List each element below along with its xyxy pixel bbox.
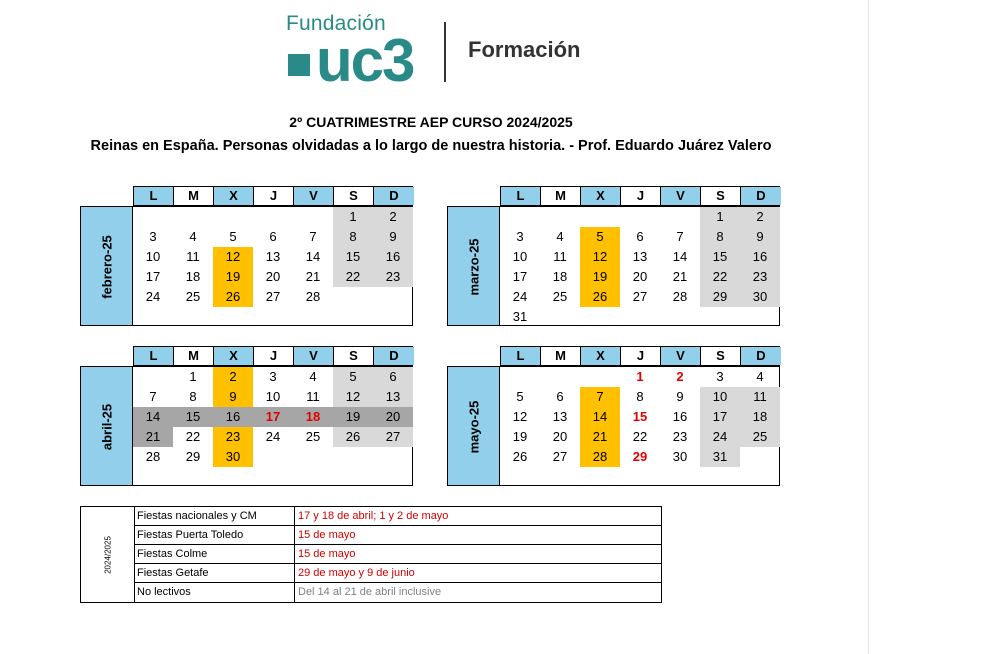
calendar-day: 12: [213, 247, 253, 267]
calendar-day: 17: [512, 269, 528, 284]
calendar-day: 6: [636, 229, 644, 244]
month-label: abril-25: [99, 403, 115, 451]
calendar-day: 16: [672, 409, 688, 424]
legend-label: No lectivos: [135, 583, 295, 602]
weekday-cell: V: [661, 347, 701, 365]
calendar-day: 13: [265, 249, 281, 264]
calendar-day: 20: [373, 407, 413, 427]
calendar-day: 9: [740, 227, 780, 247]
calendar-day: 6: [269, 229, 277, 244]
calendar-day: 18: [293, 407, 333, 427]
weekday-cell: J: [621, 187, 661, 205]
calendar-day: 28: [672, 289, 688, 304]
legend-row: [135, 507, 661, 526]
calendar-day: 11: [186, 249, 200, 264]
calendar-day: 11: [740, 387, 780, 407]
calendar-empty-cell: [173, 207, 213, 227]
calendar-empty-cell: [213, 207, 253, 227]
calendar-day: 28: [305, 289, 321, 304]
calendar-day: 12: [333, 387, 373, 407]
weekday-cell: J: [254, 187, 294, 205]
calendar-empty-cell: [500, 367, 540, 387]
calendar-day: 10: [145, 249, 161, 264]
calendar-day: 12: [580, 247, 620, 267]
weekday-cell: V: [294, 187, 334, 205]
legend-value: 15 de mayo: [298, 529, 356, 541]
calendar-day: 21: [133, 427, 173, 447]
calendar-day: 2: [740, 207, 780, 227]
calendar-day: 14: [133, 407, 173, 427]
weekday-cell: J: [621, 347, 661, 365]
calendar-empty-cell: [333, 447, 373, 467]
legend-row: [135, 583, 661, 602]
weekday-cell: V: [294, 347, 334, 365]
month-label: febrero-25: [99, 235, 115, 299]
day-grid: [133, 207, 413, 307]
calendar-day: 23: [672, 429, 688, 444]
calendar-day: 26: [580, 287, 620, 307]
weekday-cell: S: [701, 347, 741, 365]
calendar-day: 22: [333, 267, 373, 287]
calendar-day: 3: [269, 369, 277, 384]
calendar-day: 27: [632, 289, 648, 304]
calendar-day: 1: [636, 369, 644, 384]
calendar-day: 20: [632, 269, 648, 284]
calendar-day: 17: [253, 407, 293, 427]
legend-value: 17 y 18 de abril; 1 y 2 de mayo: [298, 510, 449, 522]
calendar-day: 14: [305, 249, 321, 264]
calendar-day: 4: [189, 229, 197, 244]
weekday-cell: L: [134, 347, 174, 365]
calendar-day: 2: [213, 367, 253, 387]
calendar-day: 24: [700, 427, 740, 447]
calendar-day: 1: [700, 207, 740, 227]
legend-year-cell: [81, 507, 135, 602]
calendar-day: 11: [306, 389, 320, 404]
month-label: mayo-25: [466, 400, 482, 454]
calendar-day: 23: [740, 267, 780, 287]
weekday-cell: D: [741, 187, 781, 205]
calendar-day: 22: [632, 429, 648, 444]
day-grid: [500, 207, 780, 327]
month-label-box: [447, 366, 500, 486]
calendar-day: 17: [700, 407, 740, 427]
calendar-empty-cell: [660, 207, 700, 227]
calendar-empty-cell: [373, 287, 413, 307]
calendar-day: 18: [185, 269, 201, 284]
calendar-day: 25: [185, 289, 201, 304]
calendar-day: 24: [145, 289, 161, 304]
calendar-day: 29: [700, 287, 740, 307]
month-label-box: [80, 206, 133, 326]
calendar-day: 4: [556, 229, 564, 244]
month-label-box: [80, 366, 133, 486]
calendar-day: 29: [632, 449, 648, 464]
calendar-day: 9: [676, 389, 684, 404]
calendar-day: 19: [512, 429, 528, 444]
calendar-day: 1: [333, 207, 373, 227]
calendar-day: 8: [636, 389, 644, 404]
calendar-day: 25: [552, 289, 568, 304]
weekday-cell: X: [214, 347, 254, 365]
calendar-day: 2: [676, 369, 684, 384]
legend-label: Fiestas nacionales y CM: [135, 507, 295, 525]
calendar-day: 5: [229, 229, 237, 244]
calendar-day: 3: [516, 229, 524, 244]
legend-label: Fiestas Getafe: [135, 564, 295, 582]
calendar-empty-cell: [500, 207, 540, 227]
calendar-day: 18: [552, 269, 568, 284]
weekday-cell: M: [174, 347, 214, 365]
calendar-day: 23: [213, 427, 253, 447]
calendar-day: 30: [213, 447, 253, 467]
calendar-empty-cell: [540, 307, 580, 327]
calendar-day: 18: [740, 407, 780, 427]
calendar-empty-cell: [660, 307, 700, 327]
calendar-day: 2: [373, 207, 413, 227]
calendar-day: 1: [189, 369, 197, 384]
calendar-day: 14: [672, 249, 688, 264]
calendar-day: 16: [213, 407, 253, 427]
calendar-day: 11: [553, 249, 567, 264]
calendar-day: 25: [305, 429, 321, 444]
calendar-day: 26: [333, 427, 373, 447]
calendar-day: 25: [740, 427, 780, 447]
legend-rows: [135, 507, 661, 602]
weekday-cell: D: [741, 347, 781, 365]
calendar-empty-cell: [700, 307, 740, 327]
legend-value: 29 de mayo y 9 de junio: [298, 567, 415, 579]
calendar-empty-cell: [580, 207, 620, 227]
legend-row: [135, 564, 661, 583]
calendar-day: 5: [516, 389, 524, 404]
calendar-day: 7: [580, 387, 620, 407]
calendar-body: [500, 206, 780, 326]
calendar-empty-cell: [253, 207, 293, 227]
calendar-empty-cell: [333, 287, 373, 307]
weekday-header: [133, 186, 413, 206]
weekday-cell: M: [541, 187, 581, 205]
calendar-empty-cell: [253, 447, 293, 467]
calendar-day: 30: [672, 449, 688, 464]
calendar-body: [133, 206, 413, 326]
month-label: marzo-25: [466, 238, 482, 296]
calendar-day: 9: [213, 387, 253, 407]
calendar-day: 9: [373, 227, 413, 247]
calendar-day: 26: [512, 449, 528, 464]
calendar-day: 16: [373, 247, 413, 267]
logo-divider: [444, 22, 446, 82]
logo-formacion-text: Formación: [468, 37, 581, 62]
month-label-box: [447, 206, 500, 326]
legend-value: 15 de mayo: [298, 548, 356, 560]
weekday-cell: S: [334, 347, 374, 365]
calendar-day: 21: [580, 427, 620, 447]
calendar-day: 13: [552, 409, 568, 424]
weekday-cell: M: [174, 187, 214, 205]
calendar-day: 31: [512, 309, 528, 324]
calendar-empty-cell: [740, 447, 780, 467]
calendar-empty-cell: [580, 367, 620, 387]
day-grid: [500, 367, 780, 467]
weekday-cell: D: [374, 347, 414, 365]
legend-row: [135, 526, 661, 545]
weekday-cell: L: [501, 187, 541, 205]
day-grid: [133, 367, 413, 467]
calendar-day: 4: [756, 369, 764, 384]
calendar-day: 30: [740, 287, 780, 307]
calendar-empty-cell: [580, 307, 620, 327]
calendar-empty-cell: [620, 307, 660, 327]
calendar-day: 6: [373, 367, 413, 387]
calendar-day: 24: [265, 429, 281, 444]
calendar-day: 4: [309, 369, 317, 384]
calendar-empty-cell: [740, 307, 780, 327]
calendar-empty-cell: [133, 207, 173, 227]
calendar-day: 6: [556, 389, 564, 404]
calendar-day: 20: [552, 429, 568, 444]
calendar-day: 10: [512, 249, 528, 264]
page-title: 2º CUATRIMESTRE AEP CURSO 2024/2025: [289, 114, 573, 130]
calendar-day: 28: [145, 449, 161, 464]
weekday-cell: D: [374, 187, 414, 205]
weekday-cell: X: [214, 187, 254, 205]
calendar-day: 15: [173, 407, 213, 427]
calendar-day: 12: [512, 409, 528, 424]
calendar-day: 17: [145, 269, 161, 284]
calendar-day: 15: [700, 247, 740, 267]
calendar-empty-cell: [133, 367, 173, 387]
calendar-day: 8: [333, 227, 373, 247]
calendar-day: 22: [185, 429, 201, 444]
weekday-cell: V: [661, 187, 701, 205]
calendar-day: 19: [580, 267, 620, 287]
weekday-cell: M: [541, 347, 581, 365]
calendar-day: 13: [632, 249, 648, 264]
weekday-cell: L: [134, 187, 174, 205]
calendar-empty-cell: [373, 447, 413, 467]
calendar-empty-cell: [293, 447, 333, 467]
calendar-day: 10: [700, 387, 740, 407]
calendar-day: 21: [672, 269, 688, 284]
calendar-day: 14: [580, 407, 620, 427]
holidays-legend-table: [80, 506, 662, 603]
calendar-day: 24: [512, 289, 528, 304]
calendar-day: 31: [700, 447, 740, 467]
calendar-day: 27: [552, 449, 568, 464]
weekday-cell: X: [581, 187, 621, 205]
calendar-day: 29: [185, 449, 201, 464]
calendar-day: 21: [305, 269, 321, 284]
weekday-header: [133, 346, 413, 366]
calendar-day: 23: [373, 267, 413, 287]
calendar-day: 5: [580, 227, 620, 247]
calendar-empty-cell: [293, 207, 333, 227]
legend-row: [135, 545, 661, 564]
calendar-day: 27: [373, 427, 413, 447]
legend-label: Fiestas Colme: [135, 545, 295, 563]
calendar-day: 8: [700, 227, 740, 247]
calendar-body: [133, 366, 413, 486]
calendar-day: 3: [716, 369, 724, 384]
logo-square-mark: [288, 54, 310, 76]
logo-uc3-text: uc3: [316, 27, 414, 94]
calendar-day: 7: [149, 389, 157, 404]
calendar-day: 8: [189, 389, 197, 404]
legend-label: Fiestas Puerta Toledo: [135, 526, 295, 544]
calendar-day: 15: [632, 409, 648, 424]
calendar-day: 19: [333, 407, 373, 427]
calendar-day: 22: [700, 267, 740, 287]
calendar-day: 26: [213, 287, 253, 307]
calendar-day: 16: [740, 247, 780, 267]
legend-year: 2024/2025: [103, 536, 113, 574]
calendar-body: [500, 366, 780, 486]
calendar-day: 10: [265, 389, 281, 404]
fundacion-uc3-logo: [286, 12, 606, 94]
calendar-day: 7: [676, 229, 684, 244]
calendar-day: 27: [265, 289, 281, 304]
calendar-day: 13: [373, 387, 413, 407]
weekday-header: [500, 186, 780, 206]
calendar-day: 5: [333, 367, 373, 387]
calendar-empty-cell: [540, 207, 580, 227]
course-subtitle: Reinas en España. Personas olvidadas a lo largo de nuestra historia. - Prof. Eduardo Juárez Valero: [90, 138, 772, 154]
calendar-empty-cell: [620, 207, 660, 227]
calendar-empty-cell: [540, 367, 580, 387]
calendar-day: 28: [580, 447, 620, 467]
weekday-cell: L: [501, 347, 541, 365]
weekday-header: [500, 346, 780, 366]
calendar-day: 7: [309, 229, 317, 244]
calendar-day: 3: [149, 229, 157, 244]
calendar-day: 15: [333, 247, 373, 267]
weekday-cell: J: [254, 347, 294, 365]
weekday-cell: S: [334, 187, 374, 205]
calendar-day: 19: [213, 267, 253, 287]
calendar-day: 20: [265, 269, 281, 284]
weekday-cell: S: [701, 187, 741, 205]
legend-value: Del 14 al 21 de abril inclusive: [298, 586, 442, 598]
logo-fundacion-text: Fundación: [286, 12, 386, 35]
weekday-cell: X: [581, 347, 621, 365]
